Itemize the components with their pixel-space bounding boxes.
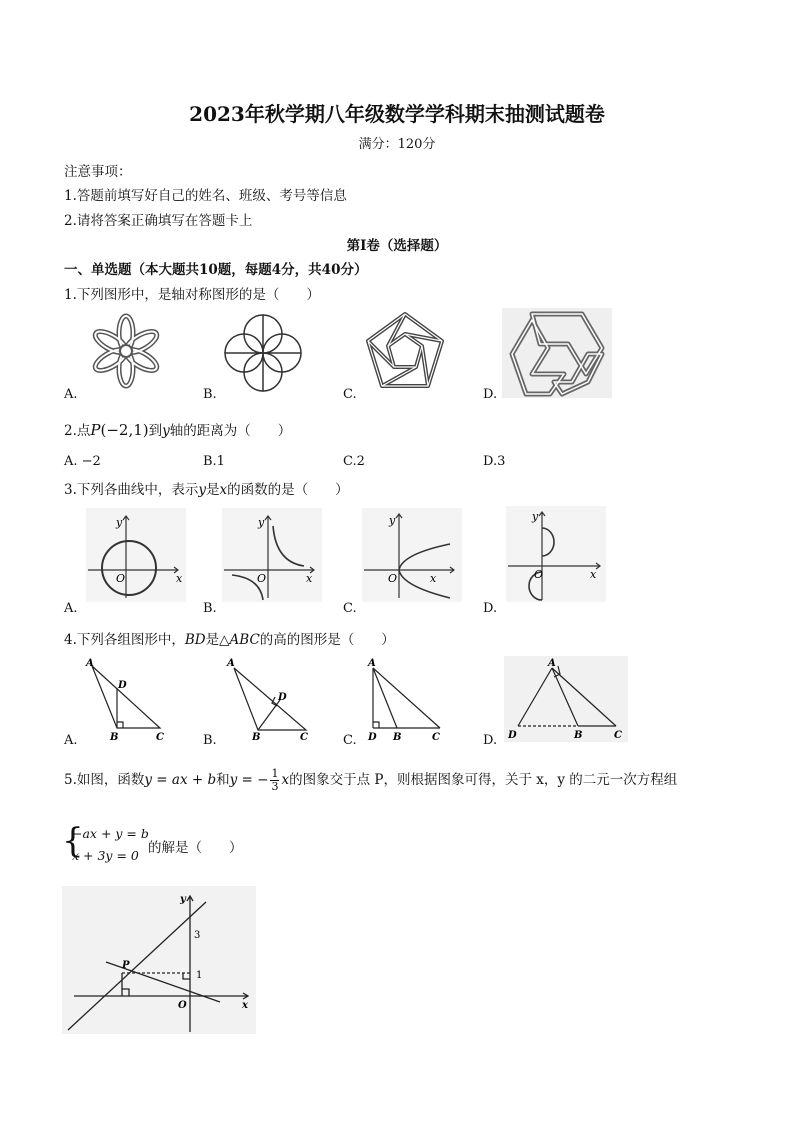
- q3-graph-b-hyperbola: [222, 508, 322, 602]
- q5-fraction: $\frac{1}{3}$: [271, 767, 279, 793]
- svg-text:B: B: [252, 732, 261, 742]
- q4-label-c: C.: [343, 733, 357, 748]
- q1-figure-c-pentagon: [364, 310, 446, 392]
- q3a-axis-x: x: [176, 572, 183, 585]
- q1-figure-d-triskelion: [502, 308, 612, 398]
- q3a-origin: O: [116, 572, 126, 585]
- svg-text:A: A: [227, 658, 235, 669]
- q5-stem-end: 的解是（ ）: [148, 840, 243, 856]
- q5-eq2: x + 3y = 0: [72, 848, 139, 863]
- q4-figure-a: [84, 656, 174, 742]
- svg-text:C: C: [614, 730, 622, 741]
- q3-graph-d-semicircles: [506, 506, 606, 602]
- svg-text:P: P: [122, 960, 130, 971]
- svg-text:B: B: [110, 732, 119, 742]
- svg-text:D: D: [118, 680, 127, 691]
- q3b-origin: O: [257, 572, 267, 585]
- q1-figure-a-flower: [86, 310, 166, 392]
- full-score: 满分：120分: [358, 137, 436, 152]
- svg-text:A: A: [548, 658, 556, 669]
- q3-graph-c-parabola: [362, 508, 462, 602]
- q4-stem: 4.下列各组图形中，BD是△ABC的高的图形是（ ）: [64, 632, 395, 648]
- notice-heading: 注意事项：: [64, 164, 132, 180]
- q3d-origin: O: [534, 568, 544, 581]
- svg-text:D: D: [508, 730, 517, 741]
- svg-text:C: C: [432, 732, 440, 742]
- q4-figure-d: [504, 656, 628, 742]
- q4-figure-b: [222, 656, 314, 742]
- page-title: 2023年秋学期八年级数学学科期末抽测试题卷: [189, 102, 605, 126]
- q1-stem: 1.下列图形中，是轴对称图形的是（ ）: [64, 287, 320, 303]
- q3d-axis-x: x: [590, 568, 597, 581]
- svg-text:D: D: [278, 692, 287, 703]
- q3-stem: 3.下列各曲线中，表示y是x的函数的是（ ）: [64, 482, 349, 498]
- q3b-axis-y: y: [258, 516, 265, 529]
- q2-stem: 2.点P(−2,1)到y轴的距离为（ ）: [64, 421, 292, 439]
- q1-label-b: B.: [203, 387, 217, 402]
- svg-text:B: B: [393, 732, 402, 742]
- q2-option-c: C.2: [343, 454, 365, 469]
- q3a-axis-y: y: [116, 516, 123, 529]
- q1-label-d: D.: [483, 387, 498, 402]
- svg-text:D: D: [368, 732, 377, 742]
- svg-text:1: 1: [196, 970, 203, 981]
- q5-eq1: −ax + y = b: [72, 826, 149, 841]
- q3d-axis-y: y: [532, 510, 539, 523]
- q5-graph: [62, 886, 256, 1034]
- q3-graph-a-circle: [86, 508, 186, 602]
- q4-label-a: A.: [64, 733, 78, 748]
- q5-stem: 5.如图，函数y = ax + b和y = − $\frac{1}{3}$ x的图象交于点 P，则根据图象可得，关于 x，y 的二元一次方程组: [64, 767, 678, 793]
- svg-text:C: C: [156, 732, 164, 742]
- svg-text:B: B: [574, 730, 583, 741]
- q1-label-c: C.: [343, 387, 357, 402]
- q2-option-d: D.3: [483, 454, 506, 469]
- svg-text:x: x: [242, 1000, 248, 1011]
- notice-item-1: 1.答题前填写好自己的姓名、班级、考号等信息: [64, 188, 347, 204]
- q4-figure-c: [364, 656, 452, 742]
- q3c-axis-x: x: [430, 572, 437, 585]
- q3b-axis-x: x: [306, 572, 313, 585]
- svg-text:3: 3: [194, 930, 201, 941]
- q2-option-a: A. −2: [64, 454, 101, 469]
- svg-text:C: C: [300, 732, 308, 742]
- q2-option-b: B.1: [203, 454, 225, 469]
- svg-text:O: O: [178, 1000, 187, 1011]
- section-title: 一、单选题（本大题共10题，每题4分，共40分）: [64, 262, 368, 278]
- svg-text:A: A: [368, 658, 376, 669]
- svg-text:A: A: [86, 658, 94, 669]
- q3-label-c: C.: [343, 601, 357, 616]
- q4-label-b: B.: [203, 733, 217, 748]
- q3c-origin: O: [388, 572, 398, 585]
- q3-label-b: B.: [203, 601, 217, 616]
- part-title: 第Ⅰ卷（选择题）: [346, 238, 448, 254]
- q3-label-a: A.: [64, 601, 78, 616]
- q1-figure-b-pinwheel: [222, 312, 304, 394]
- notice-item-2: 2.请将答案正确填写在答题卡上: [64, 213, 253, 229]
- q3c-axis-y: y: [389, 514, 396, 527]
- q1-label-a: A.: [64, 387, 78, 402]
- q4-label-d: D.: [483, 733, 498, 748]
- q3-label-d: D.: [483, 601, 498, 616]
- svg-text:y: y: [180, 894, 186, 905]
